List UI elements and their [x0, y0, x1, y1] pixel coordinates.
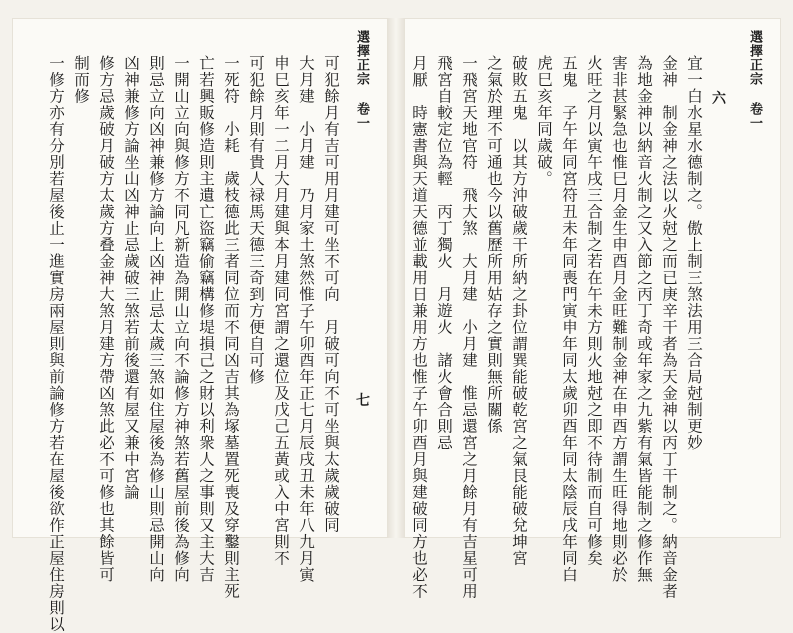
text-line: 害非甚緊急也惟巳月金生申酉月金旺難制金神在申酉方謂生旺得地則必於	[610, 55, 628, 583]
text-line: 大月建 小月建 乃月家土煞然惟子午卯酉年正七月辰戌丑未年八九月寅	[297, 55, 315, 583]
text-line: 月厭 時憲書與天道天德並載用日兼用方也惟子午卯酉月與建破同方也必不	[410, 55, 428, 600]
text-line: 火旺之月以寅午戌三合制之若在午未方則火地尅之即不待制而自可修矣	[585, 55, 603, 567]
text-line: 一修方亦有分別若屋後止一進實房兩屋則與前論修方若在屋後欲作正屋住房則以	[47, 55, 65, 633]
text-line: 修方忌歲破月破方太歲方叠金神大煞月建方帶凶煞此必不可修也其餘皆可	[97, 55, 115, 583]
text-line: 一飛宮天地官符 飛大煞 大月建 小月建 惟忌還宮之月餘月有吉星可用	[460, 55, 478, 600]
right-page-running-title: 選擇正宗 卷一	[747, 30, 762, 130]
text-line: 凶神兼修方論坐山凶神止忌歲破三煞若前後還有屋又兼中宮論	[122, 55, 140, 501]
text-line: 制而修	[72, 55, 90, 105]
text-line: 宜一白水星水德制之。傲上制三煞法用三合局尅制更妙	[685, 55, 703, 451]
text-line: 亡若興販修造則主遺亡盜竊偷竊構修堤損己之財以利衆人之事則又主大吉	[197, 55, 215, 583]
right-page-body	[410, 55, 706, 600]
text-line: 一死符 小耗 歲枝德此三者同位而不同凶吉其為塚墓置死喪及穿鑿則主死	[222, 55, 240, 600]
text-line: 可犯餘月則有貴人禄馬天德三奇到方便自可修	[247, 55, 265, 385]
text-line: 五鬼 子午年同宮符丑未年同喪門寅申年同太歲卯酉年同太陰辰戌年同白	[560, 55, 578, 583]
right-page-number: 六	[712, 91, 726, 107]
book-gutter	[388, 18, 404, 538]
left-page-body	[47, 55, 343, 633]
text-line: 則忌立向凶神兼修方論向上凶神止忌太歲三煞如住屋後為修山則忌開山向	[147, 55, 165, 583]
text-line: 金神 制金神之法以火尅之而已庚辛干者為天金神以丙丁干制之。納音金者	[660, 55, 678, 600]
text-line: 飛宮自較定位為輕 丙丁獨火 月遊火 諸火會合則忌	[435, 55, 453, 451]
text-line: 可犯餘月有吉可用月建可坐不可向 月破可向不可坐與太歲歲破同	[322, 55, 340, 534]
text-line: 一開山立向與修方不同凡新造為開山立向不論修方神煞若舊屋前後為修向	[172, 55, 190, 583]
left-page-number: 七	[356, 393, 370, 409]
text-line: 破敗五鬼 以其方沖破歲干所納之卦位謂巽能破乾宮之氣艮能破兌坤宮	[510, 55, 528, 567]
text-line: 申巳亥年一二月大月建與本月建同宮謂之還位及戊己五黃或入中宮則不	[272, 55, 290, 567]
text-line: 之氣於理不可通也今以舊歷所用姑存之實則無所關係	[485, 55, 503, 435]
text-line: 為地金神以納音火制之又入節之丙丁奇或年家之九紫有氣皆能制之修作無	[635, 55, 653, 583]
left-page-running-title: 選擇正宗 卷一	[354, 30, 369, 130]
text-line: 虎巳亥年同歲破。	[535, 55, 553, 187]
